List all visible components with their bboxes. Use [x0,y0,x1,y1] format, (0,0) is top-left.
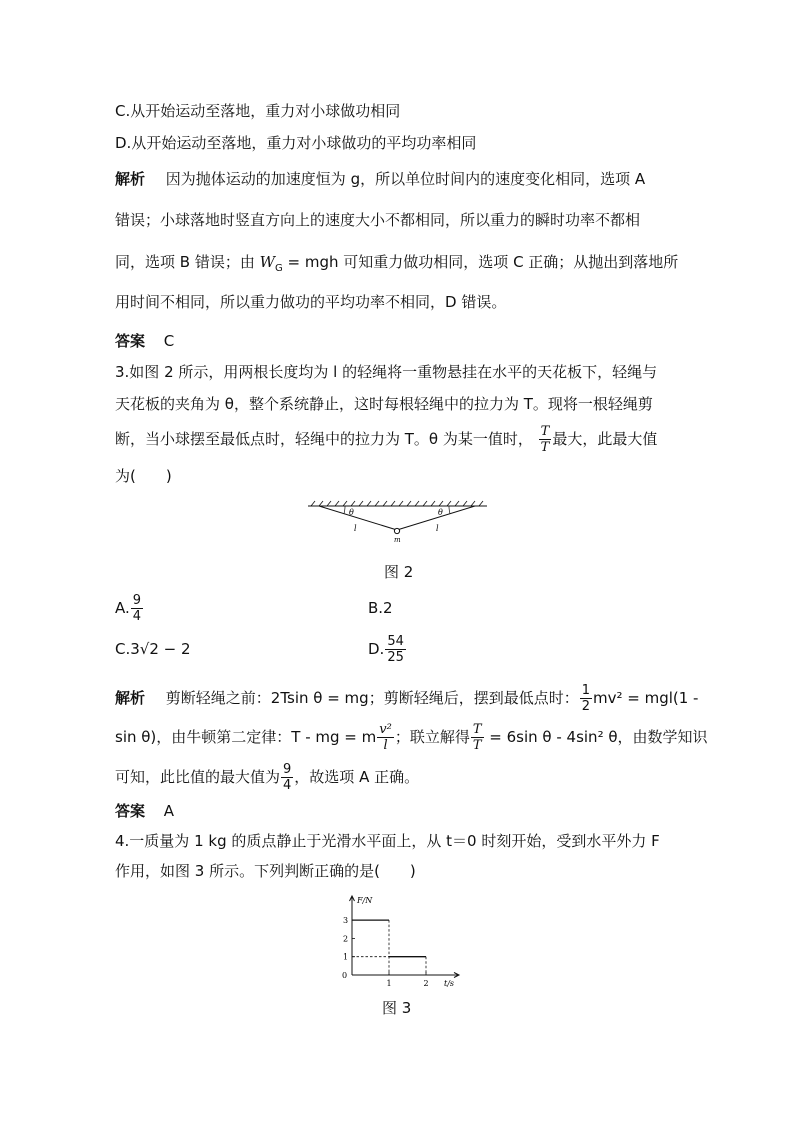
fraction-denominator: 2 [581,699,590,714]
option-c-previous: C.从开始运动至落地，重力对小球做功相同 [115,102,401,120]
option-d [368,634,407,665]
question-3-text-3b: 最大，此最大值 [552,430,658,448]
mass-label: m [394,536,401,544]
angle-arc-left [344,506,345,514]
solution-3-text-2c: = 6sin θ - 4sin² θ，由数学知识 [484,728,708,746]
solution-3-text-3a: 可知，此比值的最大值为 [115,768,281,786]
work-subscript: G [275,263,283,274]
answer-value: A [163,802,175,820]
question-3-line-2: 天花板的夹角为 θ，整个系统静止，这时每根轻绳中的拉力为 T。现将一根轻绳剪 [115,395,653,413]
fraction-numerator: T [540,424,550,439]
solution-3-line-3 [115,762,419,793]
option-d-prefix: D. [368,640,385,658]
fraction-denominator: l [383,738,388,753]
solution-2-line-1 [115,169,645,189]
fraction-numerator: T [472,722,482,737]
fraction-denominator: 25 [387,650,404,665]
solution-2-text-1: 因为抛体运动的加速度恒为 g，所以单位时间内的速度变化相同，选项 A [165,170,646,188]
option-a-prefix: A. [115,599,130,617]
x-tick-label: 2 [423,979,429,988]
ceiling-hatching [311,501,483,506]
answer-2 [115,331,174,351]
theta-left-label: θ [349,508,354,517]
max-value-fraction [281,762,293,793]
angle-arc-right [449,506,450,514]
tension-ratio-fraction [539,424,552,455]
answer-label: 答案 [115,802,146,820]
fraction-numerator: 54 [387,634,404,649]
answer-value: C [163,332,175,350]
y-axis-label: F/N [357,896,373,905]
figure-2-caption: 图 2 [384,563,414,581]
tension-ratio-fraction [471,722,484,753]
question-3-line-1: 3.如图 2 所示，用两根长度均为 l 的轻绳将一重物悬挂在水平的天花板下，轻绳与 [115,363,658,381]
solution-2-line-2: 错误；小球落地时竖直方向上的速度大小不都相同，所以重力的瞬时功率不都相 [115,211,641,229]
velocity-fraction [377,722,394,753]
solution-3-line-2 [115,722,708,753]
solution-3-line-1 [115,683,698,714]
fraction-numerator: 1 [581,683,590,698]
fraction-numerator: 9 [132,593,142,608]
solution-3-text-1b: mv² = mgl(1 - [592,689,699,707]
x-axis-label: t/s [444,979,455,988]
fraction-denominator: T [472,738,482,753]
option-d-previous: D.从开始运动至落地，重力对小球做功的平均功率相同 [115,134,477,152]
y-tick-label: 0 [342,971,348,980]
solution-2-line-3 [115,252,678,279]
option-c: C.3√2 − 2 [115,640,191,658]
fraction-numerator: v² [379,722,392,737]
fraction-denominator: T [540,440,550,455]
x-tick-label: 1 [386,979,392,988]
half-fraction [580,683,592,714]
figure-3-force-time-graph [330,893,465,988]
solution-3-text-2a: sin θ)，由牛顿第二定律：T - mg = m [115,728,377,746]
figure-3-caption: 图 3 [382,999,412,1017]
y-tick-label: 1 [343,952,349,962]
solution-label: 解析 [115,170,146,188]
solution-3-text-3b: ，故选项 A 正确。 [294,768,420,786]
answer-3 [115,801,174,821]
question-4-line-1: 4.一质量为 1 kg 的质点静止于光滑水平面上，从 t＝0 时刻开始，受到水平外力 F [115,832,660,850]
hanging-mass [394,528,399,533]
rope-length-left-label: l [354,524,357,533]
solution-label: 解析 [115,689,146,707]
work-symbol: W [259,253,276,271]
solution-2-line-4: 用时间不相同，所以重力做功的平均功率不相同，D 错误。 [115,293,507,311]
answer-label: 答案 [115,332,146,350]
question-4-line-2: 作用，如图 3 所示。下列判断正确的是( ) [115,862,416,880]
option-a [115,593,144,624]
solution-2-text-3a: 同，选项 B 错误；由 [115,253,260,271]
rope-left [319,506,397,530]
fraction-numerator: 9 [283,762,292,777]
solution-3-text-2b: ；联立解得 [394,728,470,746]
rope-length-right-label: l [436,524,439,533]
y-tick-label: 2 [343,934,349,944]
solution-3-text-1a: 剪断轻绳之前：2Tsin θ = mg；剪断轻绳后，摆到最低点时： [165,689,579,707]
option-b: B.2 [368,599,393,617]
fraction-denominator: 4 [283,778,292,793]
theta-right-label: θ [438,508,443,517]
fraction-denominator: 4 [132,609,142,624]
option-a-fraction [131,593,143,624]
solution-2-text-3b: = mgh 可知重力做功相同，选项 C 正确；从抛出到落地所 [282,253,679,271]
question-3-line-4: 为( ) [115,467,172,485]
question-3-text-3a: 断，当小球摆至最低点时，轻绳中的拉力为 T。θ 为某一值时， [115,430,533,448]
question-3-line-3 [115,424,657,455]
figure-2-diagram [305,500,490,548]
option-d-fraction [385,634,406,665]
y-tick-label: 3 [343,916,349,926]
